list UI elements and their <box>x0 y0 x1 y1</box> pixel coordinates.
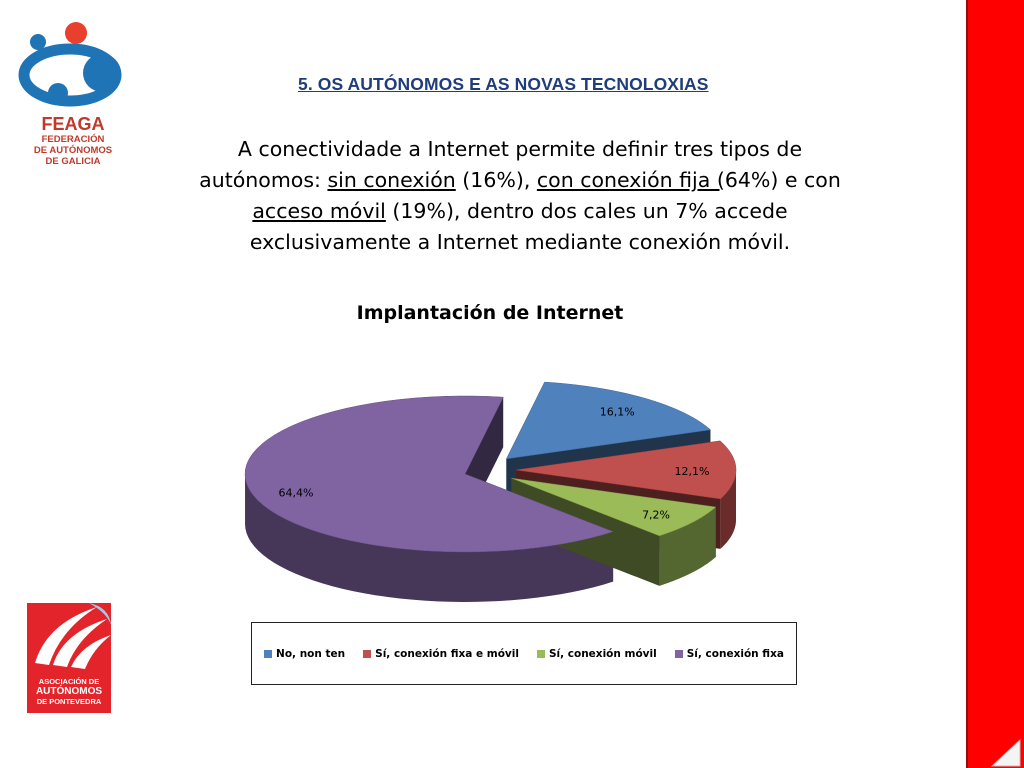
section-heading: 5. OS AUTÓNOMOS E AS NOVAS TECNOLOXIAS <box>298 74 709 94</box>
legend-label: No, non ten <box>276 647 346 660</box>
legend-swatch <box>675 650 683 658</box>
feaga-logo-subtitle: FEDERACIÓN DE AUTÓNOMOS DE GALICIA <box>33 134 113 167</box>
legend-item <box>264 648 345 660</box>
pie-data-label: 64,4% <box>278 486 314 500</box>
legend-item <box>537 648 657 660</box>
legend-label: Sí, conexión fixa e móvil <box>375 647 519 660</box>
chart-title: Implantación de Internet <box>356 302 624 324</box>
pie-data-label: 7,2% <box>642 508 671 522</box>
apv-emblem-icon <box>27 603 111 677</box>
legend-label: Sí, conexión fixa <box>686 647 784 660</box>
apv-logo <box>27 603 111 713</box>
pie-data-label: 16,1% <box>599 405 635 419</box>
legend-item <box>363 648 519 660</box>
legend-item <box>675 648 784 660</box>
intro-paragraph: A conectividade a Internet permite definir tres tipos de autónomos: sin conexión (16%), con conexión fija (64%) e con acceso móvil (19%), dentro dos cales un 7% accede exclusivamente a Internet mediante conexión móvil. <box>199 137 841 254</box>
feaga-logo-name: FEAGA <box>41 114 105 134</box>
pie-data-label: 12,1% <box>674 464 710 478</box>
legend-swatch <box>264 650 272 658</box>
legend-swatch <box>363 650 371 658</box>
legend-label: Sí, conexión móvil <box>548 647 657 660</box>
apv-logo-text: ASOCIACIÓN DE AUTÓNOMOS DE PONTEVEDRA <box>35 677 103 706</box>
legend-swatch <box>537 650 545 658</box>
chart-legend <box>251 622 797 685</box>
